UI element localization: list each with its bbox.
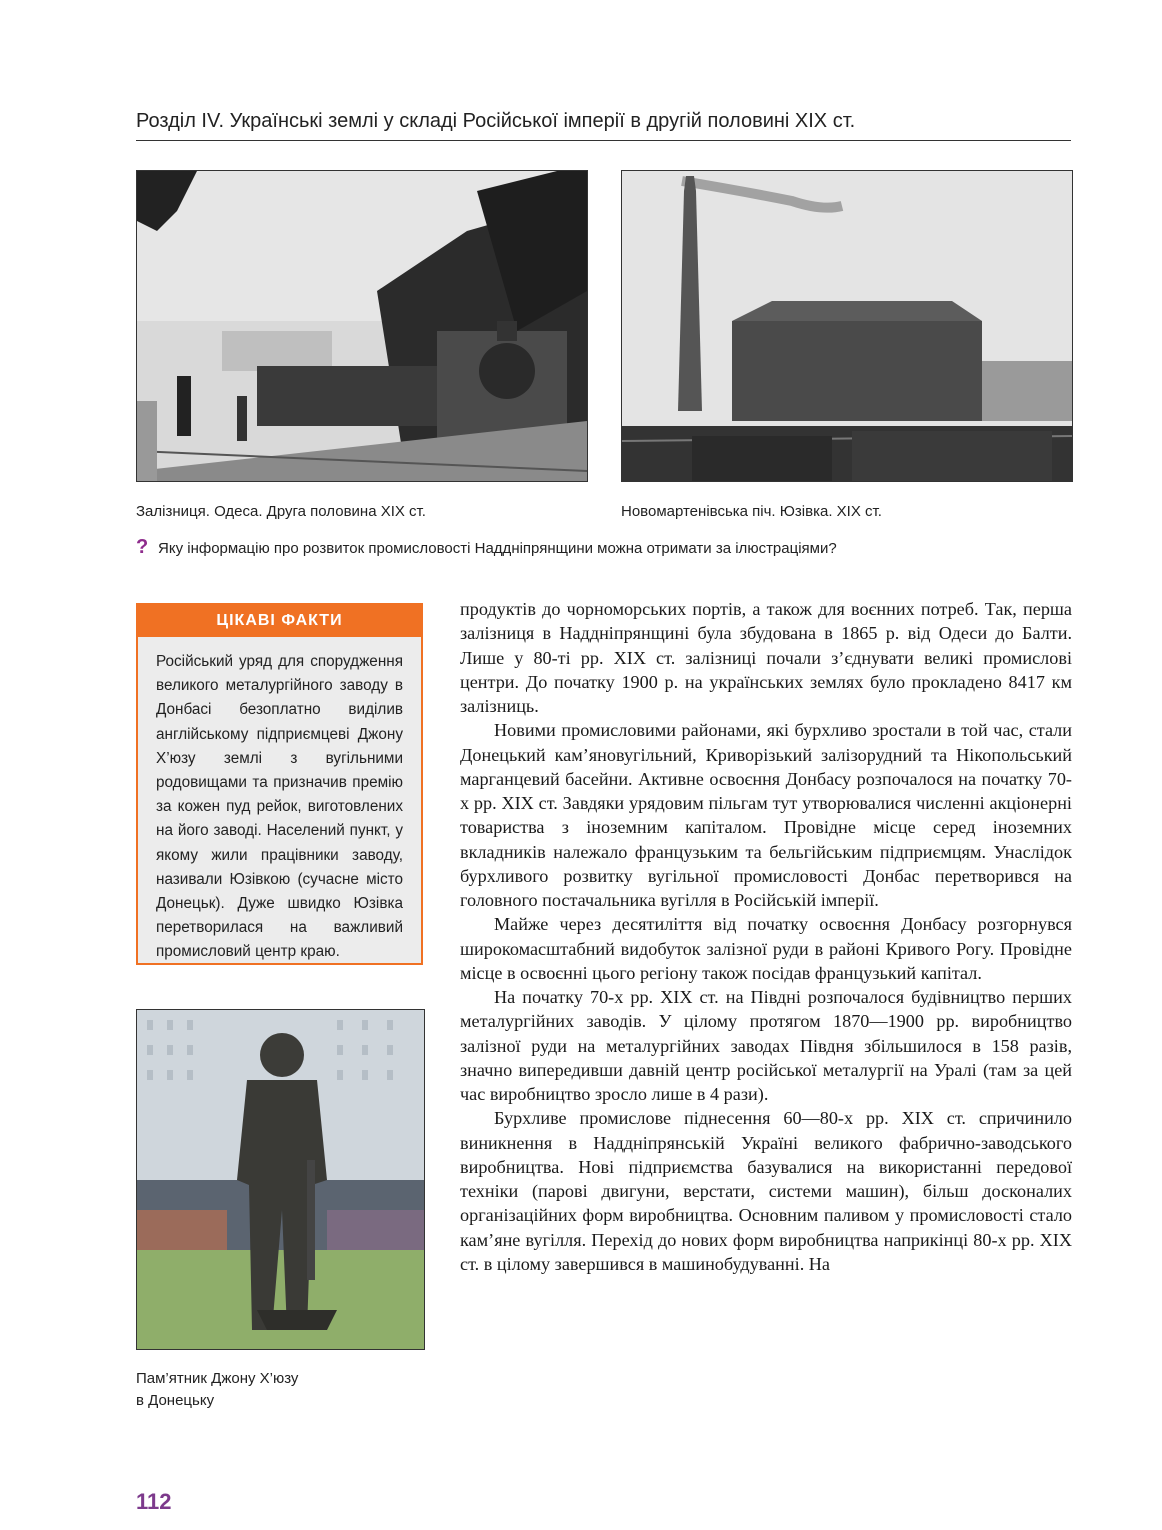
main-text: [460, 597, 1072, 1276]
question-mark-icon: ?: [136, 536, 149, 558]
monument-caption: [136, 1368, 423, 1412]
paragraph-3: Майже через десятиліття від початку освоєння Донбасу розгорнувся широкомасштабний видобуток залізної руди в районі Кривого Рогу. Провідне місце в освоєнні цього регіону також посідав французький капітал.: [460, 914, 1072, 983]
page-number: 112: [136, 1489, 172, 1514]
paragraph-4: На початку 70-х рр. XIX ст. на Півдні розпочалося будівництво перших металургійних заводів. У цілому протягом 1870—1900 рр. виробництво залізної руди на металургійних заводах Півдня збільшилося в 158 разів, значно випередивши давній центр російської металургії на Уралі (там за цей час виробництво зросло лише в 4 рази).: [460, 987, 1072, 1104]
interesting-facts-box: [136, 603, 423, 965]
railway-photo: [136, 170, 588, 482]
railway-caption: Залізниця. Одеса. Друга половина XIX ст.: [136, 503, 426, 520]
monument-photo: [136, 1009, 425, 1350]
monument-caption-line2: в Донецьку: [136, 1392, 215, 1409]
furnace-image: [622, 171, 1072, 481]
paragraph-2: Новими промисловими районами, які бурхливо зростали в той час, стали Донецький кам’яновугільний, Криворізький залізорудний та Нікопольський марганцевий басейни. Активне освоєння Донбасу розпочалося на початку 70-х рр. XIX ст. Завдяки урядовим пільгам тут утворювалися численні акціонерні товариства з іноземним капіталом. Провідне місце серед іноземних вкладників належало французьким та бельгійським підприємцям. Унаслідок бурхливого розвитку вугільної промисловості Донбас перетворився на головного постачальника вугілля в Російській імперії.: [460, 720, 1072, 910]
illustration-question: [136, 536, 1071, 560]
furnace-caption: Новомартенівська піч. Юзівка. XIX ст.: [621, 503, 882, 520]
facts-text: Російський уряд для спорудження великого металургійного заводу в Донбасі безоплатно виділив англійському підприємцеві Джону Х’юзу землі з вугільними родовищами та призначив премію за кожен пуд рейок, виготовлених на його заводі. Населений пункт, у якому жили працівники заводу, називали Юзівкою (сучасне місто Донецьк). Дуже швидко Юзівка перетворилася на важливий промисловий центр краю.: [156, 653, 403, 961]
chapter-header: Розділ IV. Українські землі у складі Російської імперії в другій половині XIX ст.: [136, 108, 1071, 141]
question-text: Яку інформацію про розвиток промисловості Наддніпрянщини можна отримати за ілюстраціями?: [158, 540, 837, 557]
facts-title: ЦІКАВІ ФАКТИ: [138, 605, 421, 637]
furnace-photo: [621, 170, 1073, 482]
railway-image: [137, 171, 587, 481]
monument-image: [137, 1010, 424, 1349]
paragraph-5: Бурхливе промислове піднесення 60—80-х рр. XIX ст. спричинило виникнення в Наддніпрянській Україні великого фабрично-заводського виробництва. Нові підприємства базувалися на використанні передової техніки (парові двигуни, верстати, системи машин), більш досконалих організаційних форм виробництва. Основним паливом у промисловості стало кам’яне вугілля. Перехід до нових форм виробництва наприкінці 80-х рр. XIX ст. в цілому завершився в машинобудуванні. На: [460, 1108, 1072, 1274]
paragraph-1: продуктів до чорноморських портів, а також для воєнних потреб. Так, перша залізниця в Наддніпрянщині була збудована в 1865 р. від Одеси до Балти. Лише у 80-ті рр. XIX ст. залізниці почали з’єднувати великі промислові центри. До початку 1900 р. на українських землях було прокладено 8417 км залізниць.: [460, 599, 1072, 716]
monument-caption-line1: Пам’ятник Джону Х’юзу: [136, 1370, 299, 1387]
